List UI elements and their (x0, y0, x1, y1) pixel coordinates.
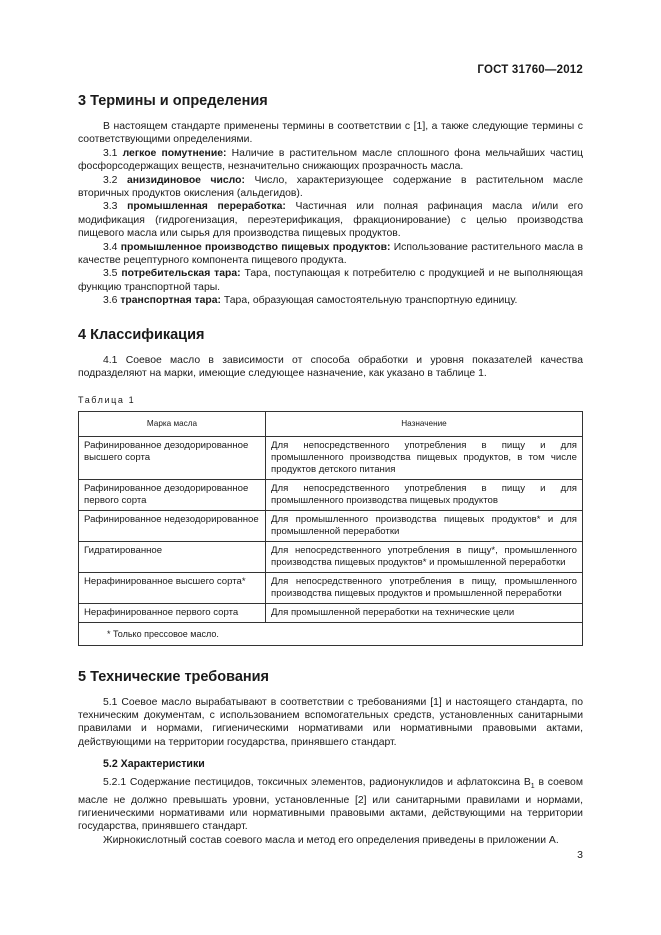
purpose-cell: Для непосредственного употребления в пищу, промышленного производства пищевых продуктов и промышленной переработки (266, 572, 583, 603)
term-text: Тара, образующая самостоятельную транспортную единицу. (221, 295, 518, 307)
page-number: 3 (577, 849, 583, 861)
grade-cell: Рафинированное дезодорированное первого сорта (79, 479, 266, 510)
grade-cell: Гидратированное (79, 541, 266, 572)
term-definition (78, 241, 583, 268)
term-number: 3.1 (103, 147, 118, 159)
purpose-cell: Для промышленной переработки на технические цели (266, 603, 583, 622)
document-code: ГОСТ 31760—2012 (477, 64, 583, 76)
grade-cell: Рафинированное дезодорированное высшего сорта (79, 436, 266, 479)
paragraph-fatty-acid: Жирнокислотный состав соевого масла и метод его определения приведены в приложении А. (103, 834, 559, 846)
term-name: легкое помутнение: (122, 147, 227, 159)
purpose-cell: Для непосредственного употребления в пищу*, промышленного производства пищевых продуктов* и промышленной переработки (266, 541, 583, 572)
term-name: промышленная переработка: (127, 201, 286, 213)
table-footnote: * Только прессовое масло. (79, 622, 583, 645)
term-number: 3.4 (103, 241, 118, 253)
table-row (79, 436, 583, 479)
section-title: 3 Термины и определения (78, 93, 268, 109)
term-definition (78, 267, 583, 294)
grade-cell: Рафинированное недезодорированное (79, 510, 266, 541)
table-row (79, 479, 583, 510)
term-name: транспортная тара: (120, 295, 221, 307)
paragraph-5-2-1-start: 5.2.1 Содержание пестицидов, токсичных элементов, радионуклидов и афлатоксина B (103, 777, 531, 789)
term-definition (78, 147, 583, 174)
section-title: 4 Классификация (78, 326, 205, 343)
grade-cell: Нерафинированное высшего сорта* (79, 572, 266, 603)
aflatoxin-subscript: 1 (530, 783, 535, 791)
table-footnote-row (79, 622, 583, 645)
table-body (79, 436, 583, 622)
paragraph-5-2-1-end: в соевом масле не должно превышать уровни, установленные [2] или санитарными правилами и нормами, гигиеническими нормативами или нормативными правовыми актами, действующими на территории государства, принявшего стандарт. (78, 777, 583, 833)
section-intro: В настоящем стандарте применены термины в соответствии с [1], а также следующие термины с соответствующими определениями. (78, 121, 583, 146)
term-text: Тара, поступающая к потребителю с продукцией и не выполняющая функцию транспортной тары. (78, 268, 584, 293)
purpose-cell: Для непосредственного употребления в пищу и для промышленного производства пищевых продуктов, в том числе продуктов детского питания (266, 436, 583, 479)
term-text: Частичная или полная рафинация масла и/или его модификация (гидрогенизация, переэтерификация, фракционирование) с целью производства пищевого масла или сырья для производства пищевых продуктов. (78, 201, 583, 240)
table-row (79, 572, 583, 603)
term-definition (78, 200, 583, 240)
terms-list (78, 147, 583, 308)
section-terms (78, 92, 583, 308)
page-content (78, 92, 583, 847)
table-header-row (79, 411, 583, 436)
subsection-title: 5.2 Характеристики (103, 758, 205, 771)
grades-table (78, 411, 583, 646)
table-row (79, 510, 583, 541)
term-name: промышленное производство пищевых продуктов: (120, 241, 391, 253)
column-header-purpose: Назначение (266, 411, 583, 436)
term-text: Использование растительного масла в качестве рецептурного компонента пищевого продукта. (78, 241, 584, 267)
purpose-cell: Для непосредственного употребления в пищу и для промышленного производства пищевых продуктов (266, 479, 583, 510)
section-title: 5 Технические требования (78, 668, 270, 685)
term-number: 3.5 (103, 268, 118, 280)
table-row (79, 541, 583, 572)
grade-cell: Нерафинированное первого сорта (79, 603, 266, 622)
paragraph-4-1: 4.1 Соевое масло в зависимости от способа обработки и уровня показателей качества подразделяют на марки, имеющие следующее назначение, как указано в таблице 1. (78, 354, 583, 380)
column-header-grade: Марка масла (79, 411, 266, 436)
paragraph-5-2-1 (78, 776, 583, 834)
paragraph-5-1: 5.1 Соевое масло вырабатывают в соответствии с требованиями [1] и настоящего стандарта, по техническим документам, с использованием вспомогательных средств, установленных санитарными правилами и нормами, гигиеническими нормативами или нормативными правовыми актами, действующими на территории государства, принявшего стандарт. (78, 696, 583, 748)
term-number: 3.6 (103, 295, 118, 307)
term-text: Число, характеризующее содержание в растительном масле вторичных продуктов окисления (альдегидов). (78, 174, 584, 200)
purpose-cell: Для промышленного производства пищевых продуктов* и для промышленной переработки (266, 510, 583, 541)
term-definition (78, 174, 583, 201)
section-classification (78, 326, 583, 646)
section-technical-requirements (78, 668, 583, 848)
term-text: Наличие в растительном масле сплошного фона мельчайших частиц фосфорсодержащих веществ, незначительно снижающих прозрачность масла. (78, 147, 583, 173)
term-name: анизидиновое число: (126, 174, 245, 186)
table-row (79, 603, 583, 622)
term-number: 3.3 (103, 201, 118, 213)
term-definition (78, 294, 583, 307)
table-caption: Таблица 1 (78, 394, 136, 405)
term-number: 3.2 (103, 174, 118, 186)
term-name: потребительская тара: (121, 268, 241, 280)
